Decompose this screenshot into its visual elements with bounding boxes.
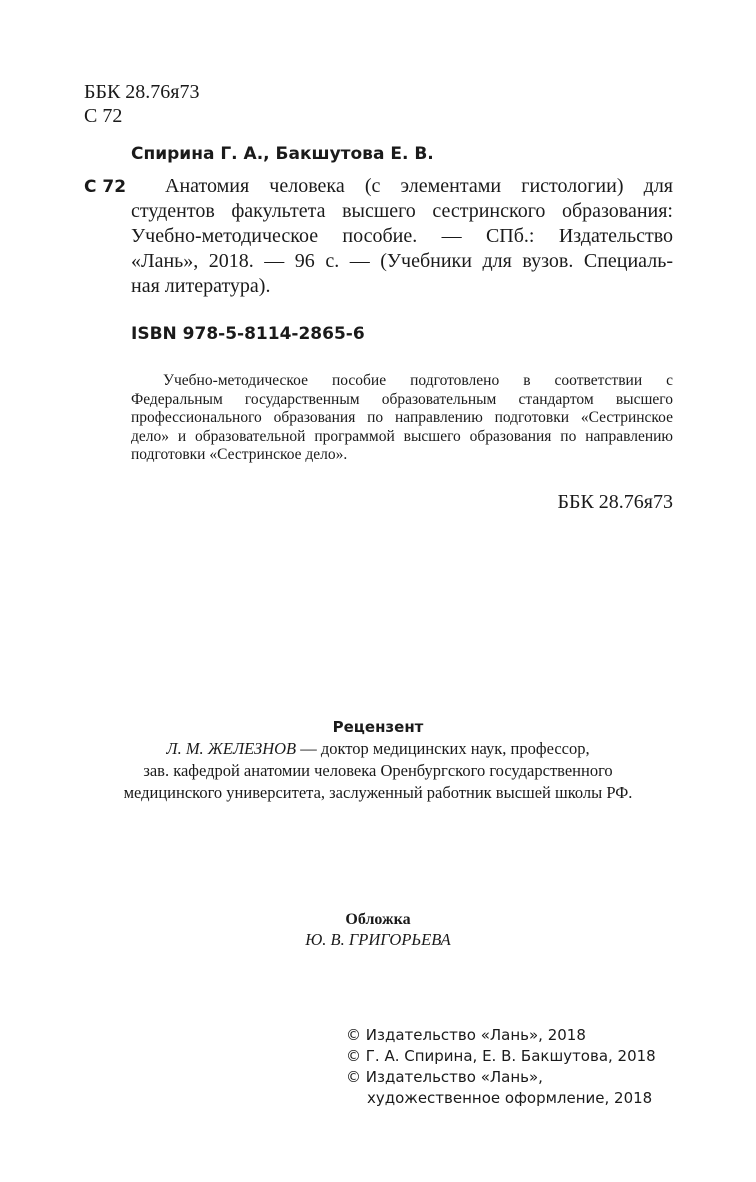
cover-heading: Обложка: [345, 911, 411, 928]
author-code: С 72: [84, 105, 123, 127]
reviewer-line: [0, 738, 756, 760]
annotation-line: дело» и образовательной программой высшего образования по направлению: [131, 427, 673, 445]
annotation-line: Федеральным государственным образовательным стандартом высшего: [131, 390, 673, 408]
bibliographic-description: [131, 174, 673, 299]
description-line: «Лань», 2018. — 96 с. — (Учебники для вузов. Специаль-: [131, 250, 673, 272]
bbk-index-bottom: ББК 28.76я73: [557, 491, 673, 513]
copyright-line: © Издательство «Лань», 2018: [346, 1026, 586, 1044]
description-line: студентов факультета высшего сестринского образования:: [131, 200, 673, 222]
description-line: Учебно-методическое пособие. — СПб.: Издательство: [131, 225, 673, 247]
copyright-line: © Издательство «Лань»,: [346, 1068, 543, 1086]
reviewer-line: медицинского университета, заслуженный работник высшей школы РФ.: [123, 783, 633, 802]
entry-code: С 72: [84, 177, 127, 197]
annotation-line: подготовки «Сестринское дело».: [131, 446, 348, 463]
annotation-line: Учебно-методическое пособие подготовлено в соответствии с: [163, 372, 673, 389]
copyright-line: художественное оформление, 2018: [367, 1089, 653, 1107]
isbn: ISBN 978-5-8114-2865-6: [131, 324, 365, 344]
reviewer-info: [0, 738, 756, 804]
bbk-index-block: [84, 80, 200, 128]
reviewer-name: Л. М. ЖЕЛЕЗНОВ: [166, 739, 297, 758]
description-line: ная литература).: [131, 275, 271, 297]
reviewer-line: зав. кафедрой анатомии человека Оренбургского государственного: [143, 761, 613, 780]
copyright-block: [346, 1025, 656, 1109]
annotation-line: профессионального образования по направлению подготовки «Сестринское: [131, 409, 673, 426]
bbk-index: ББК 28.76я73: [84, 81, 200, 103]
annotation: [131, 372, 673, 465]
copyright-line: © Г. А. Спирина, Е. В. Бакшутова, 2018: [346, 1047, 656, 1065]
cover-designer: Ю. В. ГРИГОРЬЕВА: [305, 930, 451, 949]
authors: Спирина Г. А., Бакшутова Е. В.: [131, 144, 434, 164]
reviewer-title: — доктор медицинских наук, профессор,: [296, 739, 590, 758]
reviewer-heading: Рецензент: [332, 718, 424, 736]
description-line: Анатомия человека (с элементами гистологии) для: [165, 175, 673, 197]
